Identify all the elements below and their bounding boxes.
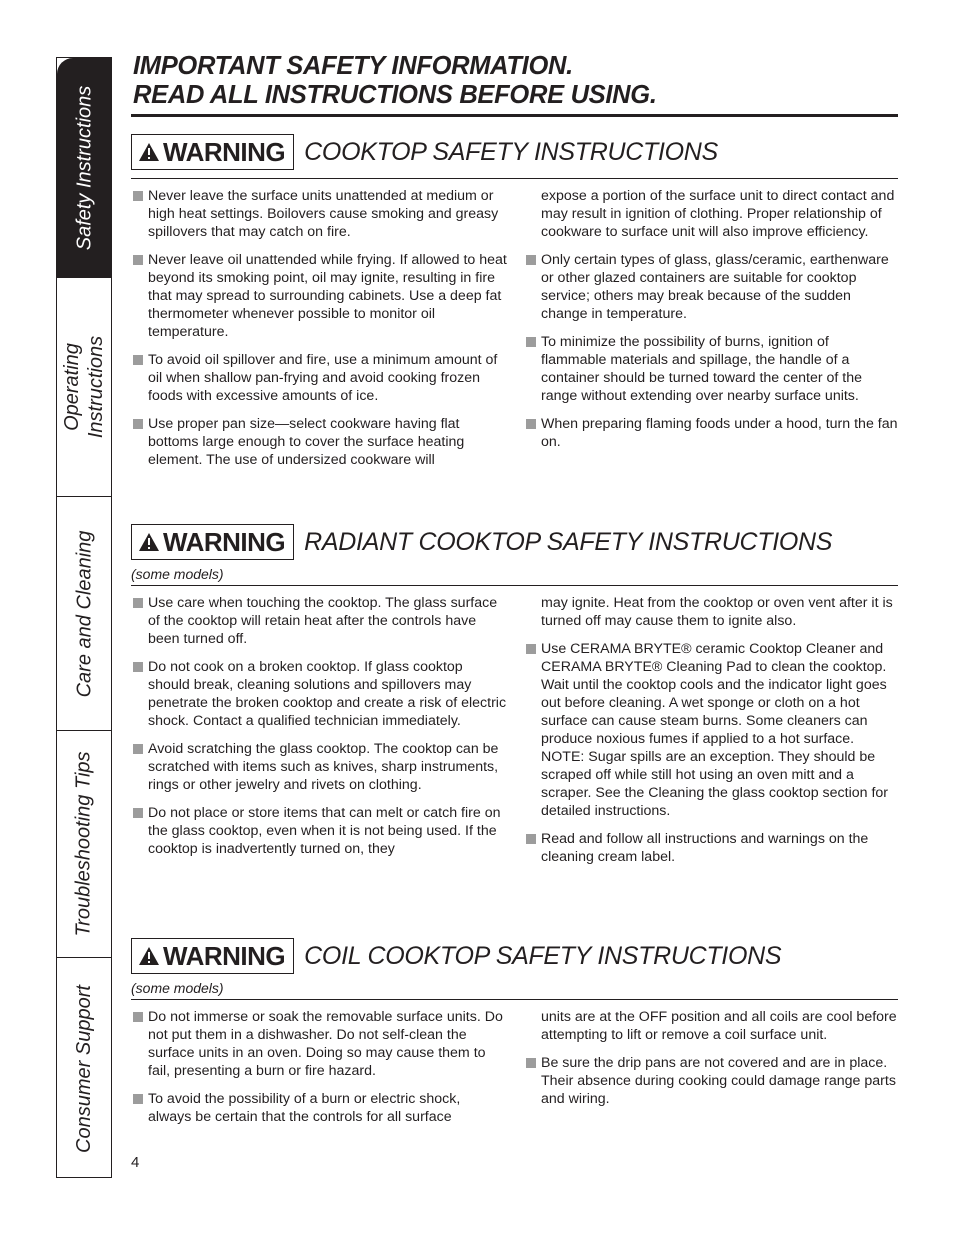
list-item <box>131 415 507 469</box>
tab-consumer-support[interactable] <box>57 958 111 1179</box>
list-item <box>524 333 898 405</box>
section-divider <box>131 178 898 179</box>
square-bullet-icon <box>133 744 143 754</box>
page-number: 4 <box>131 1154 140 1171</box>
list-item <box>524 830 898 866</box>
right-column <box>524 187 898 461</box>
warning-label: WARNING <box>163 136 286 167</box>
list-item <box>131 1090 507 1126</box>
item-text: Do not cook on a broken cooktop. If glass cooktop should break, cleaning solutions and spillovers may penetrate the broken cooktop and create a risk of electric shock. Contact a qualified technician immediately. <box>148 659 507 729</box>
warning-badge <box>131 134 294 170</box>
square-bullet-icon <box>526 255 536 265</box>
item-text: Use care when touching the cooktop. The glass surface of the cooktop will retain heat after the controls have been turned off. <box>148 595 498 647</box>
square-bullet-icon <box>526 644 536 654</box>
warning-triangle-icon <box>138 532 160 552</box>
item-text: To avoid oil spillover and fire, use a minimum amount of oil when shallow pan-frying and avoid cooking frozen foods with excessive amounts of ice. <box>148 352 498 404</box>
section-subtitle: (some models) <box>131 980 224 996</box>
section-divider <box>131 585 898 586</box>
item-text: Avoid scratching the glass cooktop. The cooktop can be scratched with items such as knives, sharp instruments, rings or other jewelry and rivets on clothing. <box>148 741 499 793</box>
list-item-continued <box>524 1008 898 1044</box>
item-text: Read and follow all instructions and warnings on the cleaning cream label. <box>541 831 869 865</box>
page-title-line-2: READ ALL INSTRUCTIONS BEFORE USING. <box>133 81 657 109</box>
item-text: Do not place or store items that can melt or catch fire on the glass cooktop, even when it is not being used. If the cooktop is inadvertently turned on, they <box>148 805 501 857</box>
section-header <box>131 523 898 561</box>
tab-troubleshooting-tips[interactable] <box>57 731 111 958</box>
square-bullet-icon <box>133 191 143 201</box>
left-column <box>131 1008 507 1136</box>
section-header <box>131 133 898 171</box>
item-text: When preparing flaming foods under a hood, turn the fan on. <box>541 416 898 450</box>
list-item <box>131 1008 507 1080</box>
square-bullet-icon <box>133 1094 143 1104</box>
warning-badge <box>131 938 294 974</box>
square-bullet-icon <box>526 337 536 347</box>
item-text: Never leave the surface units unattended at medium or high heat settings. Boilovers cause smoking and greasy spillovers that may catch on fire. <box>148 188 499 240</box>
tab-care-and-cleaning[interactable] <box>57 497 111 731</box>
square-bullet-icon <box>526 834 536 844</box>
item-text: To avoid the possibility of a burn or electric shock, always be certain that the controls for all surface <box>148 1091 461 1125</box>
warning-label: WARNING <box>163 526 286 557</box>
tab-label: Troubleshooting Tips <box>73 751 96 937</box>
left-column <box>131 187 507 479</box>
list-item <box>131 594 507 648</box>
item-text: To minimize the possibility of burns, ignition of flammable materials and spillage, the handle of a container should be turned toward the center of the range without extending over nearby surface units. <box>541 334 863 404</box>
list-item <box>131 251 507 341</box>
radiant-cooktop-safety-section <box>131 523 898 865</box>
list-item <box>131 658 507 730</box>
list-item <box>131 740 507 794</box>
square-bullet-icon <box>526 419 536 429</box>
item-text: Only certain types of glass, glass/ceramic, earthenware or other glazed containers are suitable for cooktop service; others may break because of the sudden change in temperature. <box>541 252 889 322</box>
section-tab-bar <box>56 57 112 1178</box>
list-item <box>131 351 507 405</box>
square-bullet-icon <box>133 808 143 818</box>
coil-cooktop-safety-section <box>131 937 898 1125</box>
warning-triangle-icon <box>138 946 160 966</box>
tab-label: Care and Cleaning <box>73 530 95 697</box>
list-item-continued <box>524 187 898 241</box>
square-bullet-icon <box>133 598 143 608</box>
item-text: Do not immerse or soak the removable surface units. Do not put them in a dishwasher. Do not self-clean the surface units in an oven. Doing so may cause them to fail, presenting a burn or fire hazard. <box>148 1009 503 1079</box>
warning-badge <box>131 524 294 560</box>
item-text: may ignite. Heat from the cooktop or oven vent after it is turned off may cause them to ignite also. <box>541 595 893 629</box>
tab-label-line-2: Instructions <box>85 335 108 439</box>
list-item <box>524 415 898 451</box>
item-text: units are at the OFF position and all coils are cool before attempting to lift or remove a coil surface unit. <box>541 1009 897 1043</box>
section-divider <box>131 999 898 1000</box>
cooktop-safety-section <box>131 133 898 468</box>
tab-label: Consumer Support <box>73 984 95 1153</box>
item-text: Use CERAMA BRYTE® ceramic Cooktop Cleaner and CERAMA BRYTE® Cleaning Pad to clean the cooktop. Wait until the cooktop cools and the indicator light goes out before cleaning. A wet sponge or cloth on a hot surface can cause steam burns. Some cleaners can produce noxious fumes if applied to a hot surface. NOTE: Sugar spills are an exception. They should be scraped off while still hot using an oven mitt and a scraper. See the Cleaning the glass cooktop section for detailed instructions. <box>541 641 889 819</box>
item-text: Use proper pan size—select cookware having flat bottoms large enough to cover the surface heating element. The use of undersized cookware will <box>148 416 465 468</box>
section-title: COIL COOKTOP SAFETY INSTRUCTIONS <box>304 941 782 970</box>
tab-safety-instructions[interactable] <box>57 58 111 278</box>
square-bullet-icon <box>133 255 143 265</box>
item-text: expose a portion of the surface unit to direct contact and may result in ignition of clothing. Proper relationship of cookware to surface unit will also improve efficiency. <box>541 188 895 240</box>
warning-triangle-icon <box>138 142 160 162</box>
square-bullet-icon <box>133 355 143 365</box>
right-column <box>524 594 898 876</box>
list-item <box>131 187 507 241</box>
square-bullet-icon <box>133 419 143 429</box>
item-text: Never leave oil unattended while frying. If allowed to heat beyond its smoking point, oil may ignite, resulting in fire that may spread to surrounding cabinets. Use a deep fat thermometer whenever possible to monitor oil temperature. <box>148 252 507 340</box>
tab-label: Safety Instructions <box>73 85 95 250</box>
section-subtitle: (some models) <box>131 566 224 582</box>
item-text: Be sure the drip pans are not covered and are in place. Their absence during cooking could damage range parts and wiring. <box>541 1055 896 1107</box>
list-item <box>524 251 898 323</box>
warning-label: WARNING <box>163 940 286 971</box>
list-item <box>131 804 507 858</box>
section-header <box>131 937 898 975</box>
section-title: RADIANT COOKTOP SAFETY INSTRUCTIONS <box>304 527 833 556</box>
list-item <box>524 1054 898 1108</box>
page-title-line-1: IMPORTANT SAFETY INFORMATION. <box>133 52 573 80</box>
tab-operating-instructions[interactable] <box>57 278 111 497</box>
left-column <box>131 594 507 868</box>
tab-label-line-1: Operating <box>61 343 84 431</box>
section-title: COOKTOP SAFETY INSTRUCTIONS <box>304 137 718 166</box>
square-bullet-icon <box>133 662 143 672</box>
title-divider <box>131 114 898 117</box>
list-item <box>524 640 898 820</box>
list-item-continued <box>524 594 898 630</box>
square-bullet-icon <box>526 1058 536 1068</box>
right-column <box>524 1008 898 1118</box>
square-bullet-icon <box>133 1012 143 1022</box>
page-title <box>133 52 898 110</box>
